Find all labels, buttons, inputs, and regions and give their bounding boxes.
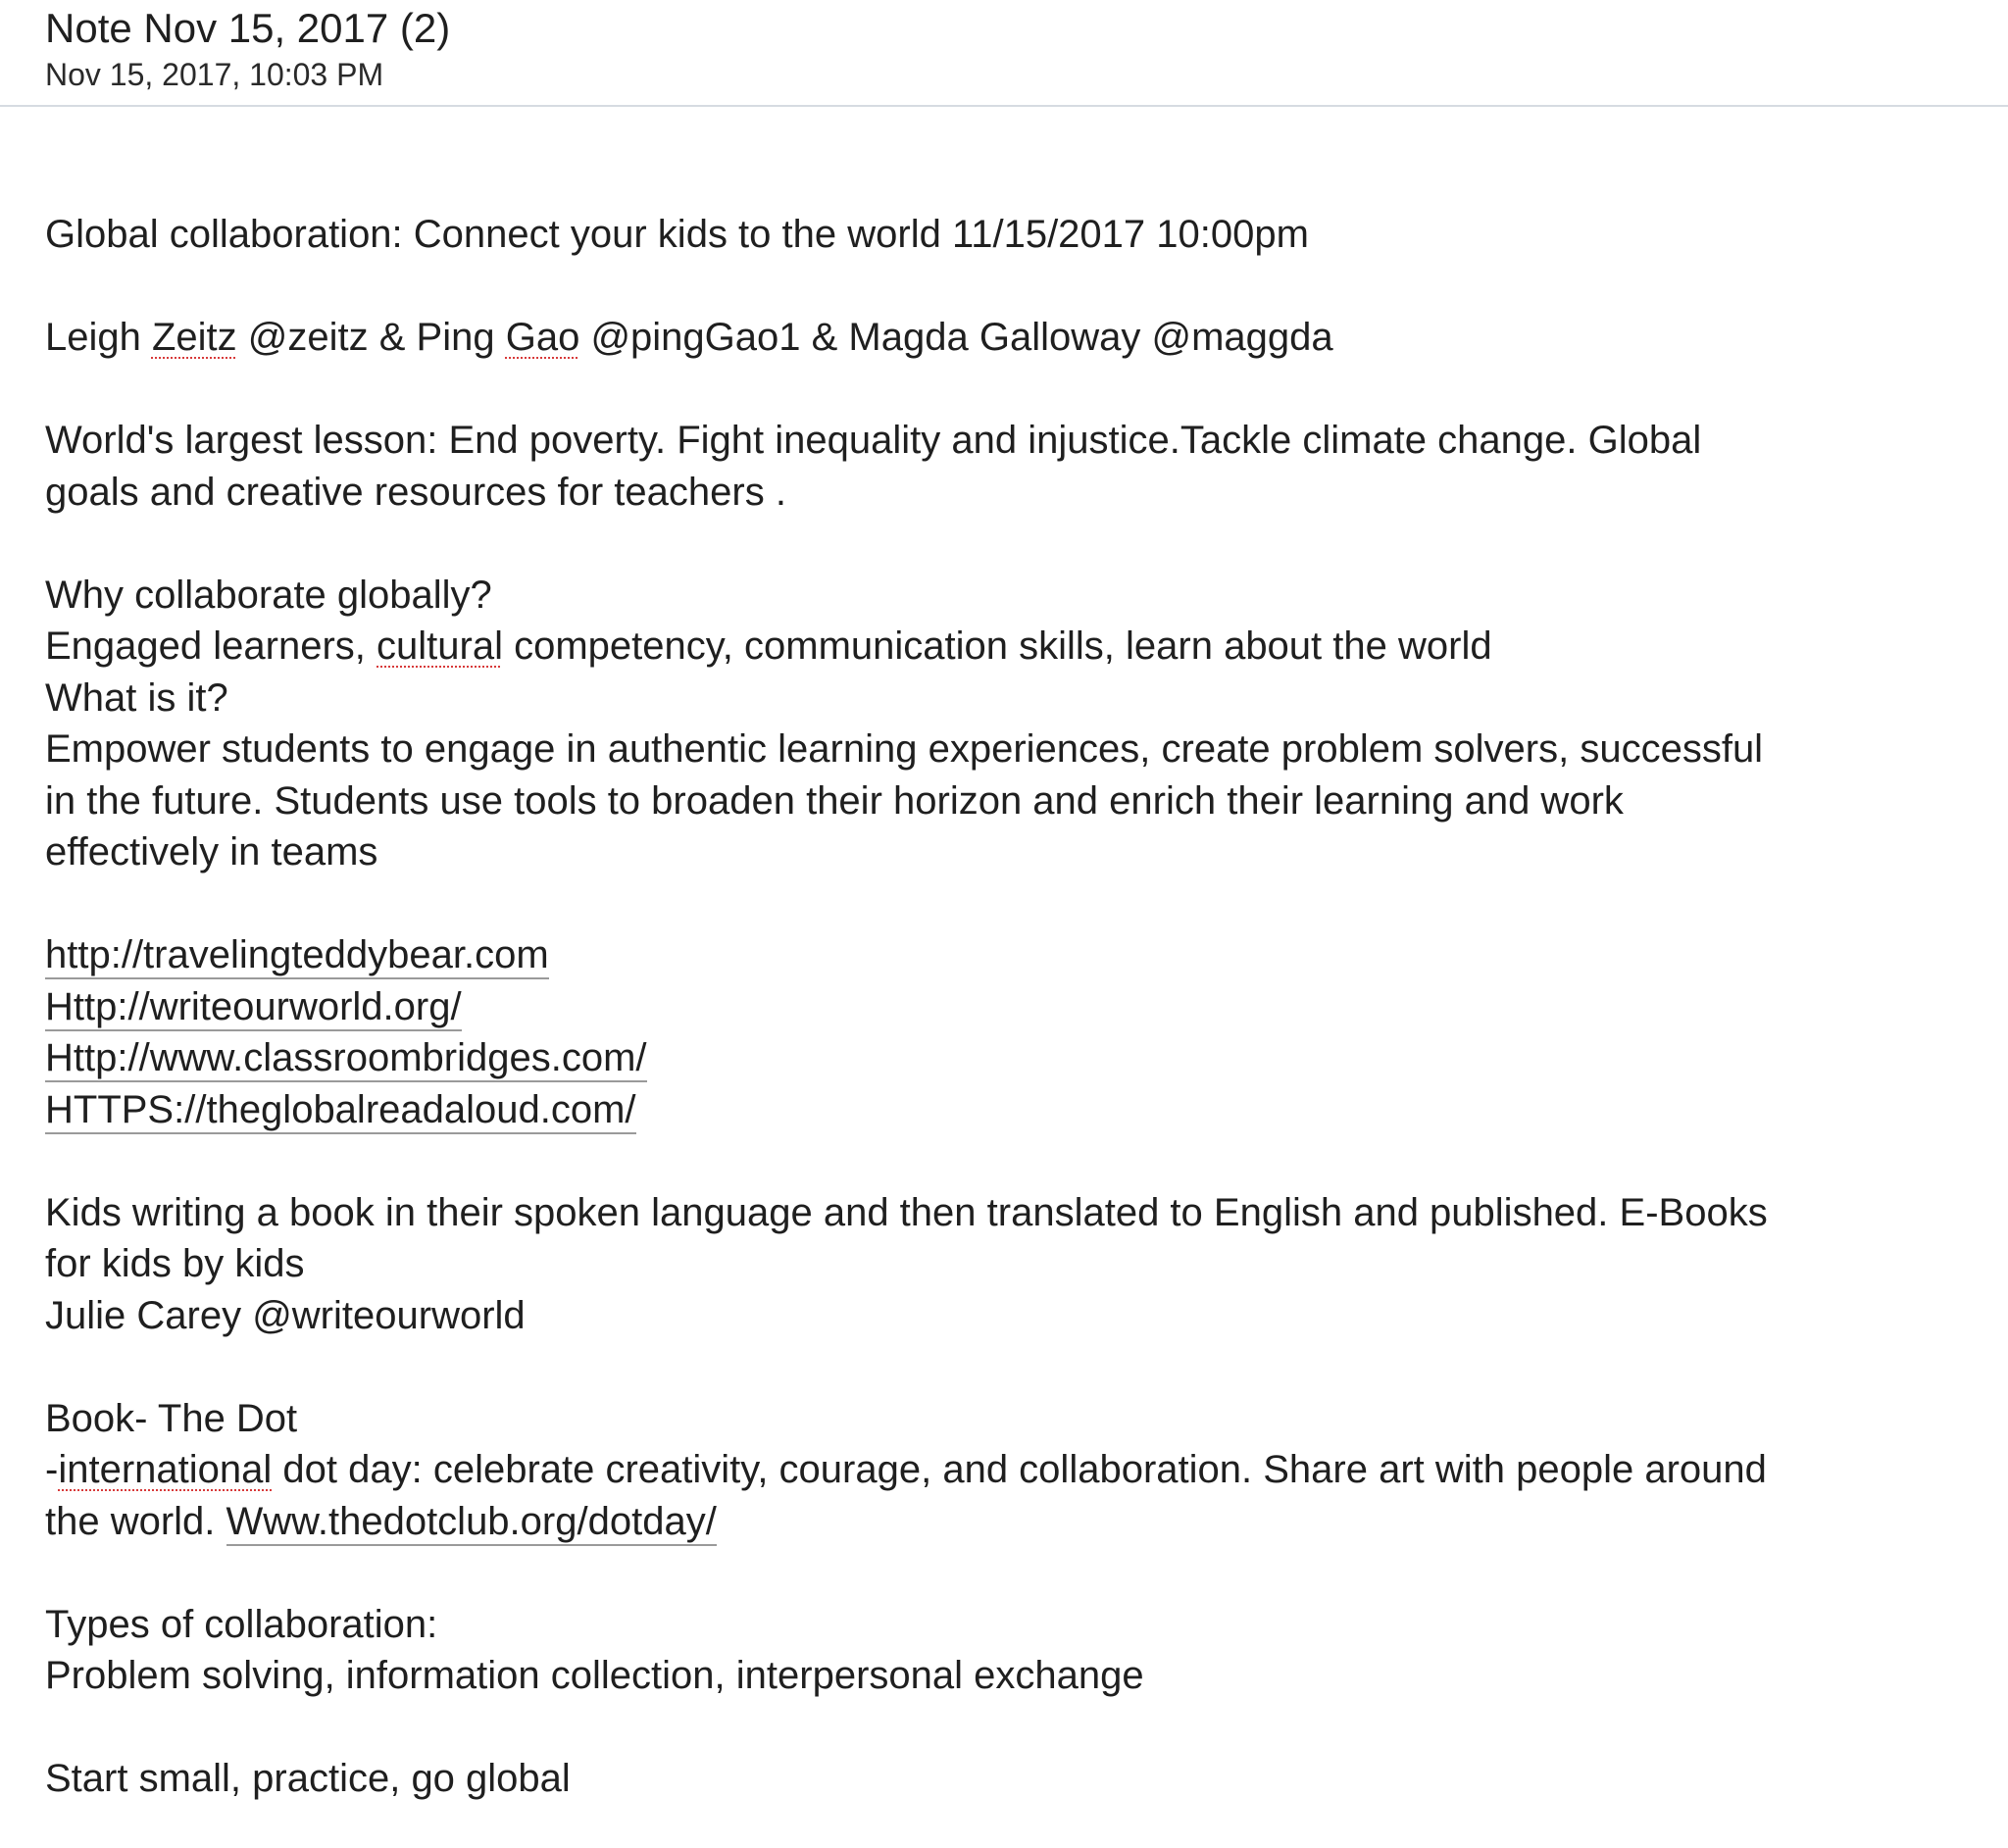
types-heading: Types of collaboration: (45, 1602, 438, 1646)
misspelled-word[interactable]: cultural (376, 624, 503, 668)
link-writeourworld[interactable]: Http://writeourworld.org/ (45, 985, 462, 1031)
misspelled-word[interactable]: international (58, 1448, 273, 1491)
why-answer (45, 621, 1977, 673)
book-heading: Book- The Dot (45, 1396, 298, 1440)
lesson-line: World's largest lesson: End poverty. Fight inequality and injustice.Tackle climate change. Global (45, 419, 1702, 462)
kids-line: for kids by kids (45, 1242, 305, 1285)
blank-line (45, 261, 1977, 313)
dot-line (45, 1444, 1977, 1496)
link-line (45, 1032, 1977, 1084)
note-title: Note Nov 15, 2017 (2) (45, 5, 451, 51)
misspelled-word[interactable]: Zeitz (151, 316, 237, 359)
what-line: Empower students to engage in authentic learning experiences, create problem solvers, successful (45, 727, 1764, 771)
blank-line (45, 1547, 1977, 1599)
kids-line: Kids writing a book in their spoken language and then translated to English and published. E-Books (45, 1190, 1768, 1234)
link-travelingteddybear[interactable]: http://travelingteddybear.com (45, 933, 549, 979)
types-line: Problem solving, information collection, interpersonal exchange (45, 1654, 1144, 1697)
dot-text: - (45, 1448, 59, 1491)
kids-line: Julie Carey @writeourworld (45, 1293, 526, 1337)
misspelled-word[interactable]: Gao (505, 316, 580, 359)
dot-line (45, 1496, 1977, 1548)
link-thedotclub[interactable]: Www.thedotclub.org/dotday/ (226, 1500, 717, 1546)
link-globalreadaloud[interactable]: HTTPS://theglobalreadaloud.com/ (45, 1088, 636, 1134)
what-heading: What is it? (45, 675, 228, 720)
session-title: Global collaboration: Connect your kids to the world 11/15/2017 10:00pm (45, 213, 1309, 256)
blank-line (45, 1341, 1977, 1393)
blank-line (45, 1702, 1977, 1754)
note-header (0, 0, 2008, 107)
what-line: effectively in teams (45, 830, 378, 874)
dot-text: the world. (45, 1499, 226, 1543)
presenters-line (45, 312, 1977, 364)
why-text: competency, communication skills, learn about the world (502, 624, 1492, 668)
blank-line (45, 1135, 1977, 1187)
note-date: Nov 15, 2017, 10:03 PM (45, 57, 384, 92)
blank-line (45, 364, 1977, 416)
blank-line (45, 878, 1977, 930)
presenter-text: Leigh (45, 316, 152, 359)
link-line (45, 981, 1977, 1033)
link-line (45, 929, 1977, 981)
what-line: in the future. Students use tools to broaden their horizon and enrich their learning and work (45, 778, 1624, 823)
dot-text: dot day: celebrate creativity, courage, and collaboration. Share art with people around (272, 1448, 1767, 1491)
presenter-text: @zeitz & Ping (236, 316, 506, 359)
closing-line: Start small, practice, go global (45, 1757, 571, 1800)
presenter-text: @pingGao1 & Magda Galloway @maggda (579, 316, 1333, 359)
why-heading: Why collaborate globally? (45, 573, 492, 617)
link-classroombridges[interactable]: Http://www.classroombridges.com/ (45, 1036, 647, 1082)
note-body[interactable] (45, 209, 1977, 1805)
blank-line (45, 518, 1977, 570)
lesson-line: goals and creative resources for teachers . (45, 470, 786, 514)
why-text: Engaged learners, (45, 624, 377, 668)
link-line (45, 1084, 1977, 1136)
